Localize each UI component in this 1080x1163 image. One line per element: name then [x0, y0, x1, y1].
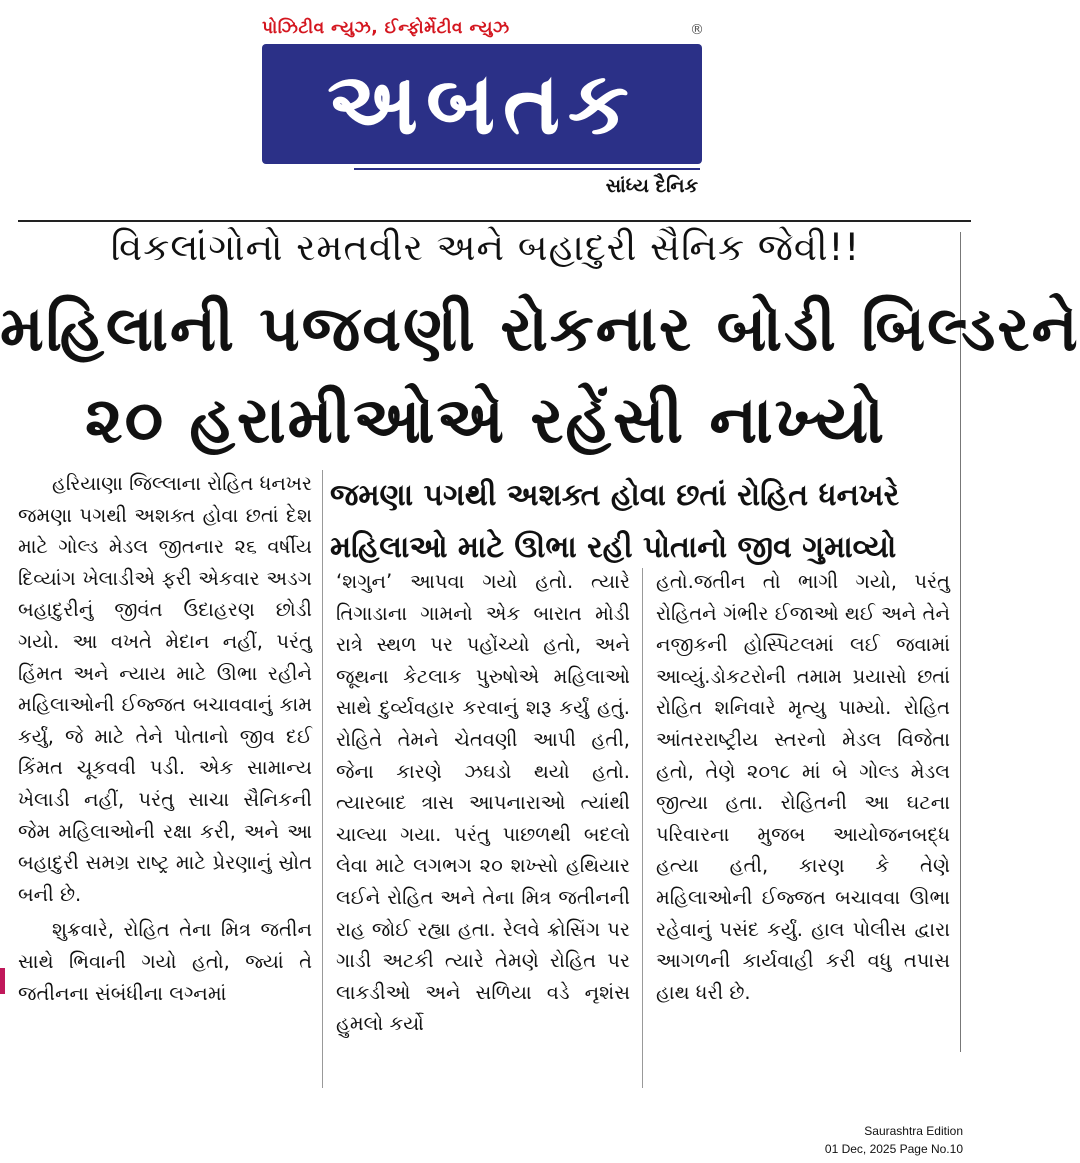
date-page-label: 01 Dec, 2025 Page No.10: [824, 1142, 963, 1156]
masthead-subtitle: સાંધ્ય દૈનિક: [605, 175, 698, 197]
margin-marker: [0, 968, 5, 994]
headline-line-2: ૨૦ હરામીઓએ રહેંસી નાખ્યો: [85, 384, 886, 458]
article-column-2: [336, 566, 630, 1040]
masthead-tagline: પોઝિટીવ ન્યુઝ, ઈન્ફોર્મેટીવ ન્યુઝ: [262, 18, 510, 38]
masthead-divider: [18, 220, 971, 222]
column-2-paragraph: ‘શગુન’ આપવા ગયો હતો. ત્યારે તિગાડાના ગામનો એક બારાત મોડી રાત્રે સ્થળ પર પહોંચ્યો હતો, અને જૂથના કેટલાક પુરુષોએ મહિલાઓ સાથે દુર્વ્યવહાર કરવાનું શરૂ કર્યું હતું. રોહિતે તેમને ચેતવણી આપી હતી, જેના કારણે ઝઘડો થયો હતો. ત્યારબાદ ત્રાસ આપનારાઓ ત્યાંથી ચાલ્યા ગયા. પરંતુ પાછળથી બદલો લેવા માટે લગભગ ૨૦ શખ્સો હથિયાર લઈને રોહિત અને તેના મિત્ર જતીનની રાહ જોઈ રહ્યા હતા. રેલવે ક્રોસિંગ પર ગાડી અટકી ત્યારે તેમણે રોહિત પર લાકડીઓ અને સળિયા વડે નૃશંસ હુમલો કર્યો: [336, 570, 630, 1036]
masthead: [0, 0, 971, 222]
column-rule-2: [642, 568, 643, 1088]
headline-line-1: મહિલાની પજવણી રોકનાર બોડી બિલ્ડરને: [0, 292, 1080, 365]
newspaper-logo: અબતક: [262, 44, 702, 164]
column-1-paragraph-2: શુક્રવારે, રોહિત તેના મિત્ર જતીન સાથે ભિવાની ગયો હતો, જ્યાં તે જતીનના સંબંધીના લગ્નમાં: [18, 918, 312, 1005]
article-subhead: જમણા પગથી અશક્ત હોવા છતાં રોહિત ધનખરે મહિલાઓ માટે ઊભા રહી પોતાનો જીવ ગુમાવ્યો: [330, 478, 900, 565]
article-column-1: [18, 468, 312, 1009]
logo-underline: [354, 168, 700, 170]
column-1-paragraph-1: હરિયાણા જિલ્લાના રોહિત ધનખર જમણા પગથી અશક્ત હોવા છતાં દેશ માટે ગોલ્ડ મેડલ જીતનાર ૨૬ વર્ષીય દિવ્યાંગ ખેલાડીએ ફરી એકવાર અડગ બહાદુરીનું જીવંત ઉદાહરણ છોડી ગયો. આ વખતે મેદાન નહીં, પરંતુ હિંમત અને ન્યાય માટે ઊભા રહીને મહિલાઓની ઈજ્જત બચાવવાનું કામ કર્યું, જે માટે તેને પોતાનો જીવ દઈ કિંમત ચૂકવવી પડી. એક સામાન્ય ખેલાડી નહીં, પરંતુ સાચા સૈનિકની જેમ મહિલાઓની રક્ષા કરી, અને આ બહાદુરી સમગ્ર રાષ્ટ્ર માટે પ્રેરણાનું સ્રોત બની છે.: [18, 472, 312, 906]
column-3-paragraph: હતો.જતીન તો ભાગી ગયો, પરંતુ રોહિતને ગંભીર ઈજાઓ થઈ અને તેને નજીકની હોસ્પિટલમાં લઈ જવામાં આવ્યું.ડોકટરોની તમામ પ્રયાસો છતાં રોહિત શનિવારે મૃત્યુ પામ્યો. રોહિત આંતરરાષ્ટ્રીય સ્તરનો મેડલ વિજેતા હતો, તેણે ૨૦૧૮ માં બે ગોલ્ડ મેડલ જીત્યા હતા. રોહિતની આ ઘટના પરિવારના મુજબ આયોજનબદ્ધ હત્યા હતી, કારણ કે તેણે મહિલાઓની ઈજ્જત બચાવવા ઊભા રહેવાનું પસંદ કર્યું. હાલ પોલીસ દ્વારા આગળની કાર્યવાહી કરી વધુ તપાસ હાથ ધરી છે.: [656, 570, 950, 1004]
registered-mark: ®: [690, 22, 704, 38]
edition-label: Saurashtra Edition: [864, 1124, 963, 1138]
article-column-3: [656, 566, 950, 1008]
page-footer: [825, 1122, 963, 1158]
column-rule-1: [322, 470, 323, 1088]
article-kicker: વિકલાંગોનો રમતવીર અને બહાદુરી સૈનિક જેવી!!: [110, 226, 861, 269]
